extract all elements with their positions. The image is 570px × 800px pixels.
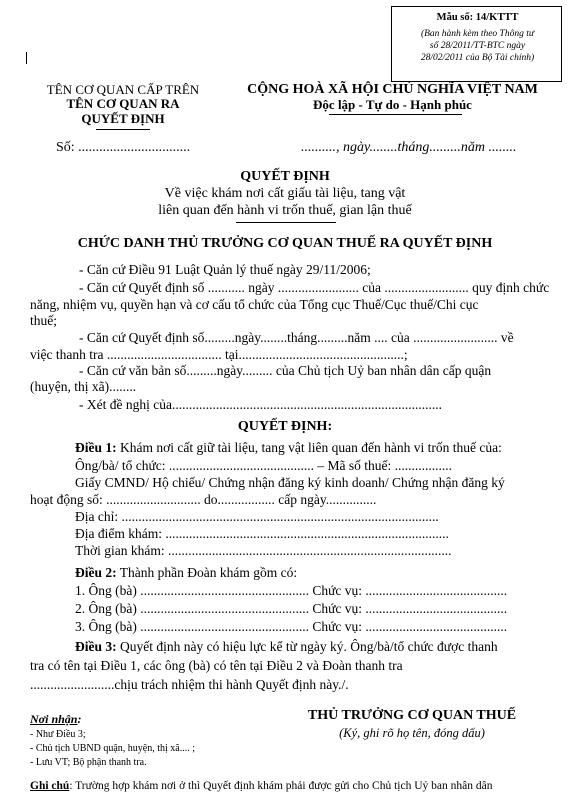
article-3-line <box>75 639 498 655</box>
country-name: CỘNG HOÀ XÃ HỘI CHỦ NGHĨA VIỆT NAM <box>247 82 538 97</box>
decision-title: QUYẾT ĐỊNH <box>240 169 330 184</box>
article-1-line <box>75 440 502 456</box>
article-2-text: Thành phần Đoàn khám gồm có: <box>116 565 298 580</box>
team-member-row: 1. Ông (bà) .................................................. Chức vụ: .......................................... <box>75 583 508 598</box>
agency-issuing-line-1: TÊN CƠ QUAN RA <box>66 96 180 111</box>
decision-subject-line-2: liên quan đến hành vi trốn thuế, gian lận thuế <box>158 203 412 218</box>
recipient-item: - Chủ tịch UBND quận, huyện, thị xã.... ; <box>30 743 195 754</box>
article-3-label: Điều 3: <box>75 639 117 654</box>
signature-title: THỦ TRƯỞNG CƠ QUAN THUẾ <box>307 708 517 723</box>
document-date: .........., ngày........tháng.........năm ........ <box>301 140 517 155</box>
article-2-line <box>75 565 297 581</box>
article-3-line-2: tra có tên tại Điều 1, các ông (bà) có tên tại Điều 2 và Đoàn thanh tra <box>30 658 403 673</box>
form-number-box <box>391 6 562 82</box>
form-note-line-2: số 28/2011/TT-BTC ngày <box>429 41 526 51</box>
basis-item: - Xét đề nghị của................................................................................ <box>79 397 442 412</box>
title-underline <box>236 222 336 223</box>
team-member-row: 2. Ông (bà) .................................................. Chức vụ: .......................................... <box>75 601 508 616</box>
footnote-text: : Trường hợp khám nơi ở thì Quyết định khám phải được gửi cho Chủ tịch Uỷ ban nhân dân <box>69 780 493 792</box>
recipient-item: - Lưu VT; Bộ phận thanh tra. <box>30 757 147 768</box>
authority-title: CHỨC DANH THỦ TRƯỞNG CƠ QUAN THUẾ RA QUYẾT ĐỊNH <box>77 236 493 251</box>
basis-item: việc thanh tra .................................. tại.................................................; <box>30 347 408 362</box>
form-note-line-3: 28/02/2011 của Bộ Tài chính) <box>420 53 535 63</box>
article-1-taxpayer: Ông/bà/ tổ chức: ........................................... – Mã số thuế: ................. <box>75 458 453 473</box>
article-1-text: Khám nơi cất giữ tài liệu, tang vật liên quan đến hành vi trốn thuế của: <box>116 440 502 455</box>
agency-underline <box>96 129 150 130</box>
basis-item: thuế; <box>30 313 57 328</box>
motto-underline <box>329 114 462 115</box>
basis-item: - Căn cứ Quyết định số.........ngày........tháng.........năm .... của ......................... về <box>79 330 514 345</box>
decision-heading: QUYẾT ĐỊNH: <box>237 419 333 434</box>
agency-superior: TÊN CƠ QUAN CẤP TRÊN <box>46 82 200 97</box>
recipients-label: Nơi nhận <box>30 712 78 726</box>
margin-mark <box>26 52 27 64</box>
article-1-place: Địa điểm khám: .................................................................................... <box>75 526 449 541</box>
basis-item: - Căn cứ văn bản số.........ngày......... của Chủ tịch Uỷ ban nhân dân cấp quận <box>79 363 492 378</box>
agency-issuing-line-2: QUYẾT ĐỊNH <box>81 111 165 126</box>
national-motto: Độc lập - Tự do - Hạnh phúc <box>313 97 472 112</box>
article-1-id-doc: Giấy CMND/ Hộ chiếu/ Chứng nhận đăng ký kinh doanh/ Chứng nhận đăng ký <box>75 475 505 490</box>
article-1-address: Địa chỉ: .............................................................................................. <box>75 509 439 524</box>
basis-item: (huyện, thị xã)........ <box>30 379 137 394</box>
form-number: Mẫu số: 14/KTTT <box>436 12 519 23</box>
recipients-colon: : <box>77 712 82 726</box>
form-note-line-1: (Ban hành kèm theo Thông tư <box>420 29 535 39</box>
footnote <box>30 780 492 792</box>
decision-subject-line-1: Về việc khám nơi cất giấu tài liệu, tang vật <box>164 186 406 201</box>
recipient-item: - Như Điều 3; <box>30 729 86 740</box>
basis-item: - Căn cứ Quyết định số ........... ngày ........................ của ......................... quy định chức <box>79 280 550 295</box>
team-member-row: 3. Ông (bà) .................................................. Chức vụ: .......................................... <box>75 619 508 634</box>
article-1-license: hoạt động số: ............................ do................. cấp ngày............... <box>30 492 377 507</box>
article-2-label: Điều 2: <box>75 565 117 580</box>
basis-item: năng, nhiệm vụ, quyền hạn và cơ cấu tổ chức của Tổng cục Thuế/Cục thuế/Chi cục <box>30 297 479 312</box>
article-1-time: Thời gian khám: .................................................................................... <box>75 543 452 558</box>
recipients-heading <box>30 712 81 727</box>
signature-note: (Ký, ghi rõ họ tên, đóng dấu) <box>339 726 485 740</box>
basis-item: - Căn cứ Điều 91 Luật Quản lý thuế ngày 29/11/2006; <box>79 262 371 277</box>
article-3-text: Quyết định này có hiệu lực kể từ ngày ký. Ông/bà/tổ chức được thanh <box>116 639 498 654</box>
article-3-line-3: .........................chịu trách nhiệm thi hành Quyết định này./. <box>30 677 349 692</box>
article-1-label: Điều 1: <box>75 440 117 455</box>
document-number: Số: ................................ <box>56 140 191 155</box>
footnote-label: Ghi chú <box>30 780 70 792</box>
